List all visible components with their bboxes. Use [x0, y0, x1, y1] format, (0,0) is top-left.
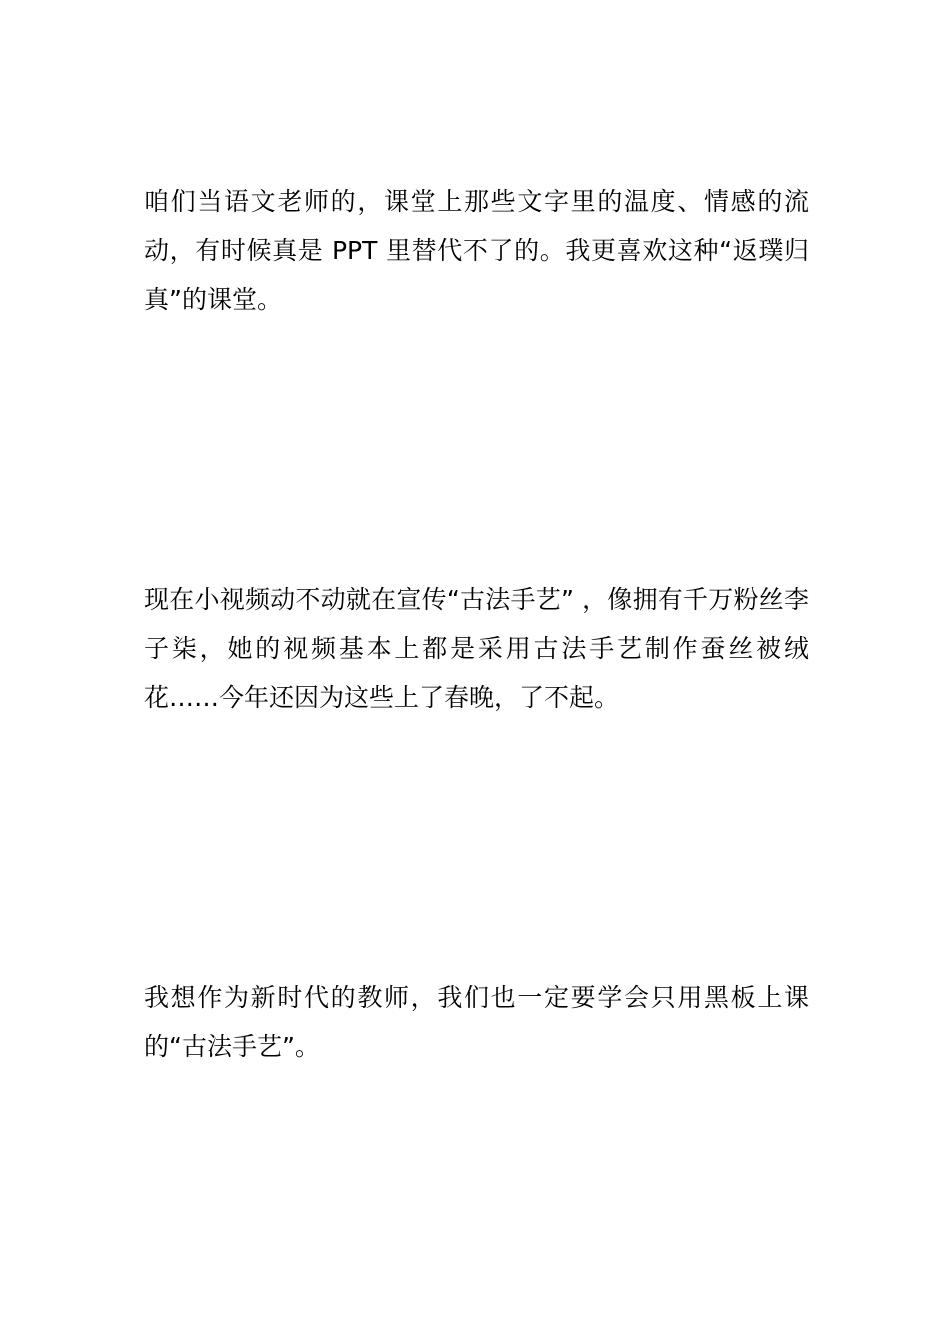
paragraph-2: 现在小视频动不动就在宣传“古法手艺” ，像拥有千万粉丝李子柒，她的视频基本上都是采用古法手艺制作蚕丝被绒花……今年还因为这些上了春晚，了不起。 [144, 585, 809, 712]
paragraph-1: 咱们当语文老师的，课堂上那些文字里的温度、情感的流动，有时候真是 PPT 里替代不了的。我更喜欢这种“返璞归真”的课堂。 [144, 187, 809, 314]
paragraph-3: 我想作为新时代的教师，我们也一定要学会只用黑板上课的“古法手艺”。 [144, 983, 809, 1061]
